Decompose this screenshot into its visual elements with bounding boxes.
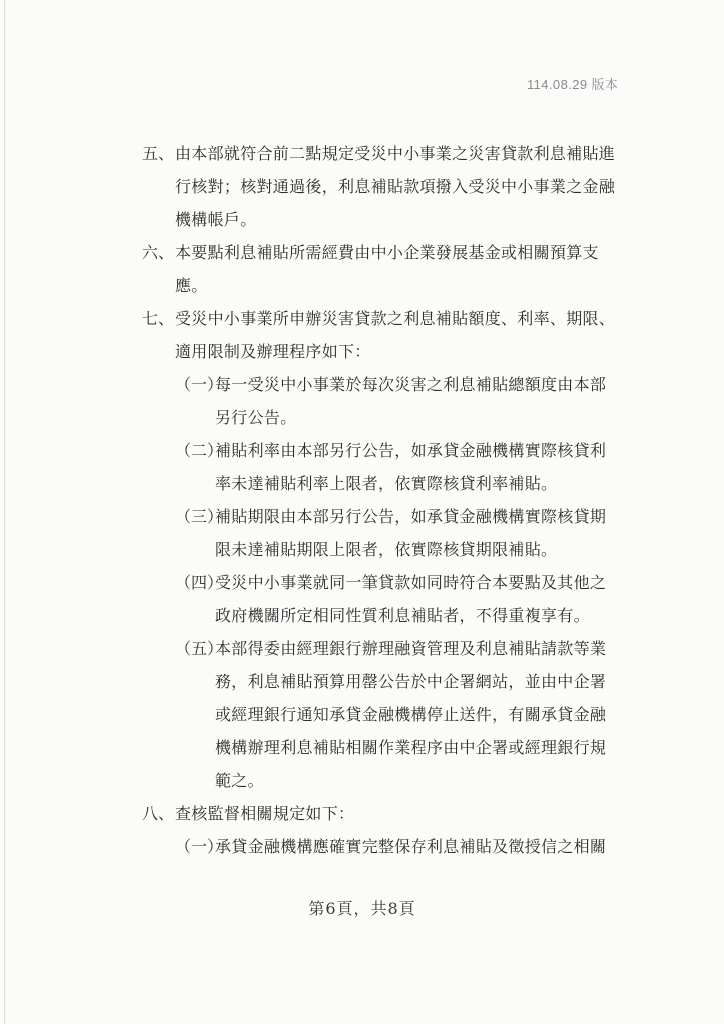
line-text: 機構辦理利息補貼相關作業程序由中企署或經理銀行規 <box>215 738 607 757</box>
sub-item-line <box>0 764 724 797</box>
sub-item-line <box>0 434 724 467</box>
sub-item-line <box>0 500 724 533</box>
sub-item-line <box>0 533 724 566</box>
item-number: 八、 <box>142 804 175 823</box>
line-text: 承貸金融機構應確實完整保存利息補貼及徵授信之相關 <box>215 837 607 856</box>
item-number: 五、 <box>142 144 175 163</box>
item-line <box>0 302 724 335</box>
line-text: 本部得委由經理銀行辦理融資管理及利息補貼請款等業 <box>215 639 607 658</box>
sub-item-line <box>0 698 724 731</box>
sub-item-number: （二） <box>175 441 224 460</box>
sub-item-number: （五） <box>175 639 224 658</box>
line-text: 率未達補貼利率上限者，依實際核貸利率補貼。 <box>215 474 558 493</box>
line-text: 補貼期限由本部另行公告，如承貸金融機構實際核貸期 <box>215 507 607 526</box>
line-text: 每一受災中小事業於每次災害之利息補貼總額度由本部 <box>215 375 607 394</box>
sub-item-line <box>0 368 724 401</box>
line-text: 本要點利息補貼所需經費由中小企業發展基金或相關預算支 <box>175 243 599 262</box>
sub-item-line <box>0 467 724 500</box>
sub-item-number: （一） <box>175 375 224 394</box>
line-text: 行核對；核對通過後，利息補貼款項撥入受災中小事業之金融 <box>175 177 616 196</box>
line-text: 應。 <box>175 276 208 295</box>
line-text: 受災中小事業就同一筆貸款如同時符合本要點及其他之 <box>215 573 607 592</box>
item-line <box>0 137 724 170</box>
line-text: 政府機關所定相同性質利息補貼者，不得重複享有。 <box>215 606 590 625</box>
line-text: 務，利息補貼預算用罄公告於中企署網站，並由中企署 <box>215 672 607 691</box>
line-text: 範之。 <box>215 771 264 790</box>
item-line <box>0 797 724 830</box>
item-number: 七、 <box>142 309 175 328</box>
sub-item-line <box>0 599 724 632</box>
item-line <box>0 236 724 269</box>
sub-item-line <box>0 731 724 764</box>
item-line <box>0 203 724 236</box>
sub-item-line <box>0 665 724 698</box>
document-body <box>0 137 724 863</box>
sub-item-line <box>0 632 724 665</box>
line-text: 或經理銀行通知承貸金融機構停止送件，有關承貸金融 <box>215 705 607 724</box>
page-number: 第6頁，共8頁 <box>308 899 416 918</box>
item-line <box>0 269 724 302</box>
line-text: 由本部就符合前二點規定受災中小事業之災害貸款利息補貼進 <box>175 144 616 163</box>
item-line <box>0 170 724 203</box>
line-text: 查核監督相關規定如下： <box>175 804 355 823</box>
line-text: 受災中小事業所申辦災害貸款之利息補貼額度、利率、期限、 <box>175 309 616 328</box>
sub-item-line <box>0 830 724 863</box>
sub-item-number: （四） <box>175 573 224 592</box>
version-label: 114.08.29 版本 <box>527 77 619 92</box>
sub-item-number: （三） <box>175 507 224 526</box>
line-text: 補貼利率由本部另行公告，如承貸金融機構實際核貸利 <box>215 441 607 460</box>
line-text: 機構帳戶。 <box>175 210 257 229</box>
item-line <box>0 335 724 368</box>
line-text: 限未達補貼期限上限者，依實際核貸期限補貼。 <box>215 540 558 559</box>
line-text: 另行公告。 <box>215 408 297 427</box>
sub-item-line <box>0 401 724 434</box>
line-text: 適用限制及辦理程序如下： <box>175 342 371 361</box>
sub-item-line <box>0 566 724 599</box>
sub-item-number: （一） <box>175 837 224 856</box>
item-number: 六、 <box>142 243 175 262</box>
